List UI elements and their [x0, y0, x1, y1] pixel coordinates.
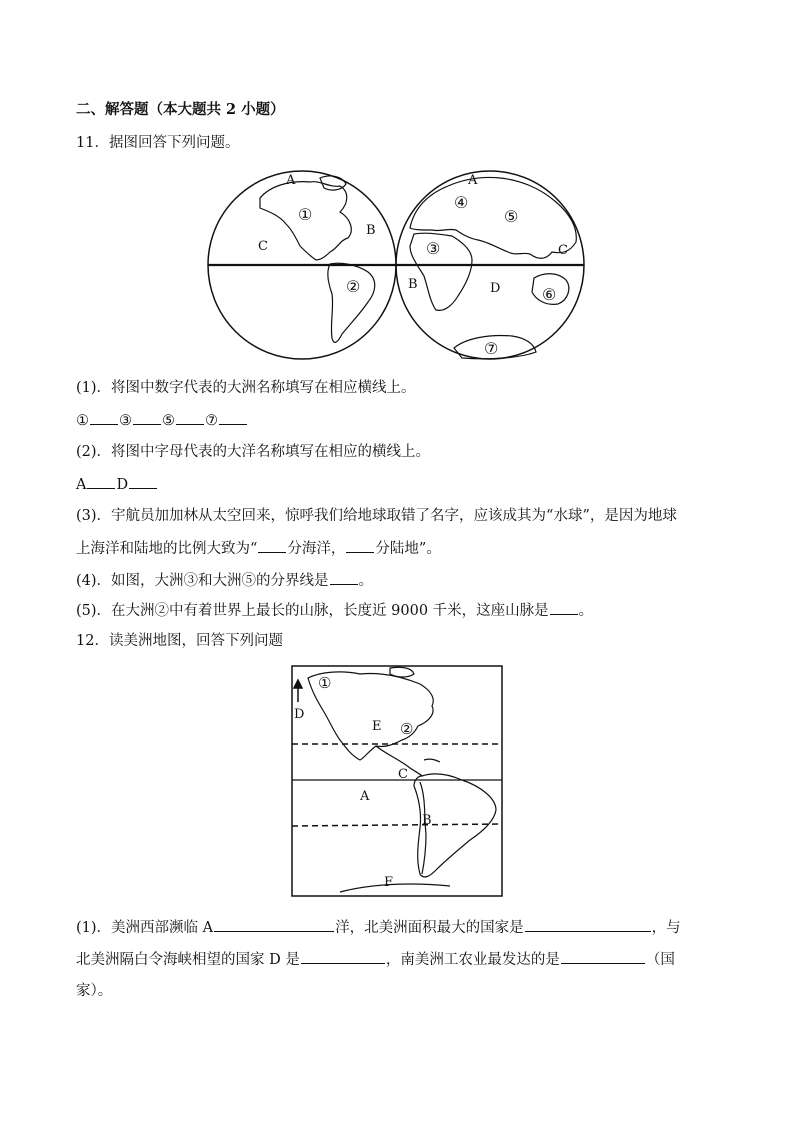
q11-sub4	[76, 570, 373, 591]
map-label-c-right: C	[558, 243, 568, 258]
q11-sub1-answer-line	[76, 410, 248, 431]
blank-continent-3[interactable]	[133, 410, 161, 425]
blank-boundary[interactable]	[330, 570, 358, 585]
q11-sub5-end: 。	[578, 603, 594, 619]
q12-sub1-text-a: (1)．美洲西部濒临 A	[76, 920, 214, 936]
map-label-b-right: B	[408, 277, 418, 292]
tropic-of-capricorn	[292, 824, 502, 826]
q11-sub2-prompt: (2)．将图中字母代表的大洋名称填写在相应的横线上。	[76, 444, 431, 460]
map-label-d-right: D	[490, 281, 501, 296]
q11-sub1-item-5: ⑤	[162, 413, 175, 429]
q11-sub3-line2	[76, 538, 441, 559]
blank-continent-5[interactable]	[176, 410, 204, 425]
map-label-b-left: B	[366, 223, 376, 238]
blank-mountain-range[interactable]	[550, 600, 578, 615]
map-label-circled-2: ②	[346, 277, 361, 296]
andes-line	[420, 782, 426, 874]
q12-sub1-line2	[76, 949, 675, 970]
caribbean-islands	[424, 759, 440, 762]
question-12-stem: 12．读美洲地图，回答下列问题	[76, 633, 283, 649]
q11-sub3-text-c: 分陆地”。	[375, 541, 441, 557]
map12-label-circled-2: ②	[400, 720, 414, 738]
q12-sub1-text-e: ，南美洲工农业最发达的是	[385, 952, 560, 968]
blank-developed-country[interactable]	[561, 949, 645, 964]
q11-sub4-text: (4)．如图，大洲③和大洲⑤的分界线是	[76, 573, 329, 589]
blank-largest-country[interactable]	[525, 917, 651, 932]
q12-sub1-text-f: （国	[645, 952, 675, 968]
antarctica-tip	[340, 884, 450, 892]
q11-sub1-item-7: ⑦	[205, 413, 218, 429]
q12-sub1-line3: 家）。	[76, 983, 113, 999]
section-title: 二、解答题（本大题共 2 小题）	[76, 101, 285, 118]
q11-sub3-line1: (3)．宇航员加加林从太空回来，惊呼我们给地球取错了名字，应该成其为“水球”，是因为地球	[76, 508, 677, 524]
map-label-circled-5: ⑤	[504, 207, 519, 226]
world-hemispheres-map	[200, 168, 590, 364]
map12-label-e: E	[372, 719, 382, 734]
americas-map	[290, 664, 504, 898]
map12-label-b: B	[422, 813, 432, 828]
map-label-circled-1: ①	[298, 205, 313, 224]
q12-sub1-text-d: 北美洲隔白令海峡相望的国家 D 是	[76, 952, 300, 968]
q11-sub5-text: (5)．在大洲②中有着世界上最长的山脉，长度近 9000 千米，这座山脉是	[76, 603, 549, 619]
map12-label-d: D	[294, 707, 305, 722]
map-label-circled-6: ⑥	[542, 285, 557, 304]
south-america-outline	[328, 263, 375, 342]
q11-sub4-end: 。	[358, 573, 374, 589]
blank-ocean-a[interactable]	[87, 474, 115, 489]
map-label-circled-7: ⑦	[484, 339, 499, 358]
greenland-shape	[390, 667, 414, 677]
q12-sub1-text-c: ，与	[651, 920, 681, 936]
map12-label-c: C	[398, 767, 408, 782]
q11-sub2-answer-line	[76, 474, 158, 495]
map12-label-f: F	[384, 875, 394, 890]
map-label-circled-3: ③	[426, 239, 441, 258]
q12-sub1-line1	[76, 917, 681, 938]
q11-sub1-item-1: ①	[76, 413, 89, 429]
blank-land-ratio[interactable]	[346, 538, 374, 553]
blank-country-d[interactable]	[301, 949, 385, 964]
greenland-outline	[320, 176, 346, 190]
africa-outline	[410, 233, 472, 310]
q11-sub1-item-3: ③	[119, 413, 132, 429]
q11-sub3-text-b: 分海洋，	[287, 541, 346, 557]
blank-continent-1[interactable]	[90, 410, 118, 425]
blank-ocean-ratio[interactable]	[258, 538, 286, 553]
map12-label-circled-1: ①	[318, 674, 332, 692]
blank-continent-7[interactable]	[219, 410, 247, 425]
q11-sub2-item-d: D	[116, 477, 129, 493]
q11-sub1-prompt: (1)．将图中数字代表的大洲名称填写在相应横线上。	[76, 380, 416, 396]
map-label-a-left: A	[286, 173, 296, 188]
q11-sub3-text-a: 上海洋和陆地的比例大致为“	[76, 541, 258, 557]
blank-ocean-d[interactable]	[129, 474, 157, 489]
q11-sub5	[76, 600, 593, 621]
question-11-stem: 11．据图回答下列问题。	[76, 135, 240, 151]
blank-ocean-west[interactable]	[214, 917, 334, 932]
q11-sub2-item-a: A	[76, 477, 87, 493]
map-label-circled-4: ④	[454, 193, 469, 212]
map-frame	[292, 666, 502, 896]
map-label-c-left: C	[258, 239, 268, 254]
bering-arrow-head	[294, 680, 302, 688]
map12-label-a: A	[360, 789, 370, 804]
q12-sub1-text-b: 洋，北美洲面积最大的国家是	[335, 920, 524, 936]
map-label-a-right: A	[468, 173, 478, 188]
